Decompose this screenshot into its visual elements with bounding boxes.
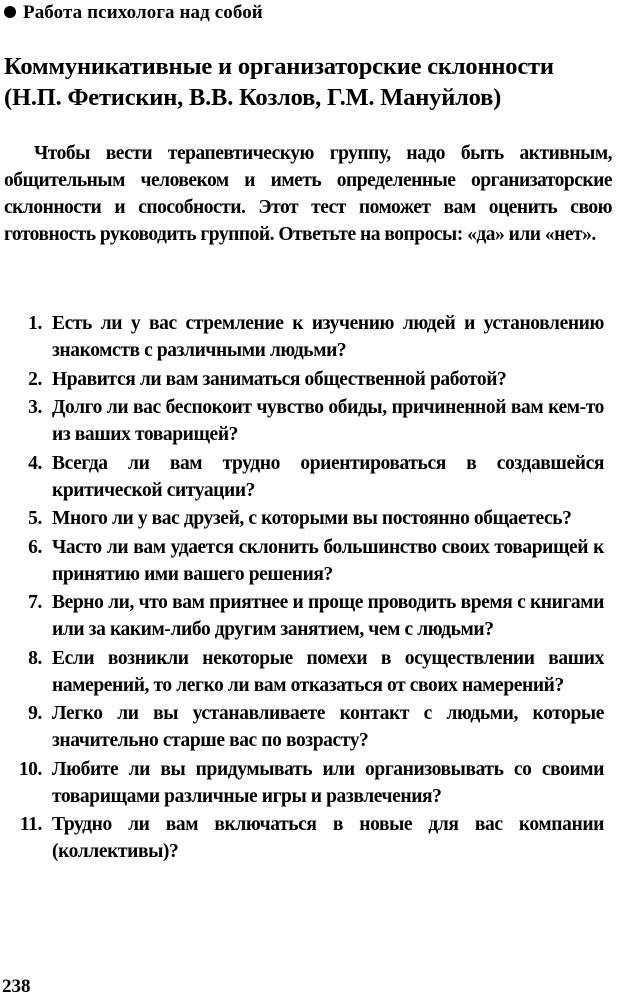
question-text: Любите ли вы придумывать или организовывать со своими товарищами различные игры и развлечения? (52, 758, 604, 807)
question-item (0, 700, 620, 754)
question-item (0, 505, 620, 532)
question-text: Трудно ли вам включаться в новые для вас компании (коллективы)? (52, 814, 604, 862)
question-item (0, 450, 620, 504)
question-text: Нравится ли вам заниматься общественной работой? (52, 368, 507, 390)
question-number: 8. (28, 647, 42, 669)
question-number: 1. (28, 313, 42, 334)
question-text: Если возникли некоторые помехи в осуществлении ваших намерений, то легко ли вам отказаться от своих намерений? (52, 647, 604, 696)
page-number: 238 (2, 976, 31, 997)
question-number: 6. (28, 536, 42, 558)
question-item (0, 756, 620, 810)
question-item (0, 310, 620, 364)
section-title-line-2: (Н.П. Фетискин, В.В. Козлов, Г.М. Мануйлов) (4, 84, 502, 111)
question-text: Часто ли вам удается склонить большинство своих товарищей к принятию ими вашего решения? (52, 536, 604, 585)
intro-paragraph: Чтобы вести терапевтическую группу, надо быть активным, общительным человеком и иметь определенные организаторские склонности и способности. Этот тест поможет вам оценить свою готовность руководить группой. Ответьте на вопросы: «да» или «нет». (4, 143, 612, 245)
question-item (0, 589, 620, 643)
question-item (0, 811, 620, 865)
question-number: 7. (28, 592, 42, 613)
question-number: 3. (28, 397, 42, 418)
question-text: Верно ли, что вам приятнее и проще проводить время с книгами или за каким-либо другим занятием, чем с людьми? (52, 592, 604, 640)
question-text: Есть ли у вас стремление к изучению людей и установлению знакомств с различными людьми? (52, 313, 604, 361)
bullet-icon (4, 6, 16, 18)
question-item (0, 645, 620, 699)
question-number: 9. (28, 703, 42, 724)
question-text: Много ли у вас друзей, с которыми вы постоянно общаетесь? (52, 508, 572, 529)
question-list (0, 310, 620, 867)
question-number: 10. (18, 758, 42, 780)
section-title-line-1: Коммуникативные и организаторские склонности (4, 53, 554, 80)
section-title (4, 51, 616, 113)
question-text: Легко ли вы устанавливаете контакт с людьми, которые значительно старше вас по возрасту? (52, 703, 604, 751)
question-text: Долго ли вас беспокоит чувство обиды, причиненной вам кем-то из ваших товарищей? (52, 397, 604, 445)
question-item (0, 366, 620, 393)
question-item (0, 534, 620, 588)
question-number: 4. (28, 452, 42, 474)
question-number: 2. (28, 368, 42, 390)
question-number: 5. (28, 508, 42, 529)
running-header (4, 2, 263, 24)
question-number: 11. (19, 814, 42, 835)
question-item (0, 394, 620, 448)
question-text: Всегда ли вам трудно ориентироваться в создавшейся критической ситуации? (52, 452, 604, 501)
running-title: Работа психолога над собой (23, 2, 263, 23)
